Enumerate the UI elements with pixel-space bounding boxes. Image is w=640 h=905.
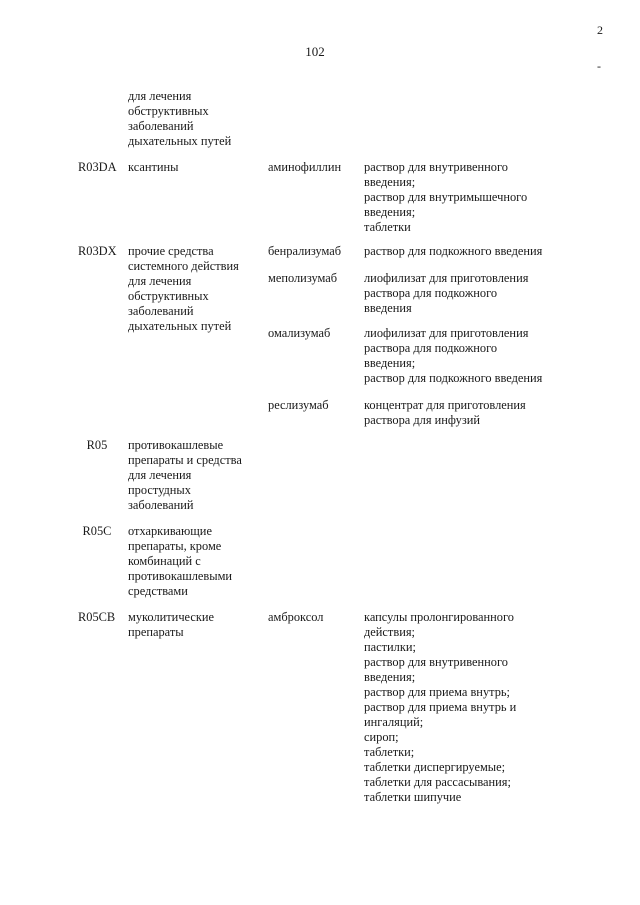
drug-name: амброксол: [268, 610, 324, 624]
dosage-forms: [364, 610, 564, 805]
drug-name: реслизумаб: [268, 398, 329, 412]
group-name-line: для лечения: [128, 89, 192, 103]
group-name-line: простудных: [128, 483, 191, 497]
dosage-form: таблетки: [364, 220, 411, 234]
dosage-form: таблетки для рассасывания;: [364, 775, 511, 789]
group-name-line: препараты и средства: [128, 453, 242, 467]
group-name-line: прочие средства: [128, 244, 214, 258]
drug-name: омализумаб: [268, 326, 331, 340]
dosage-form: ингаляций;: [364, 715, 424, 729]
group-name-line: препараты, кроме: [128, 539, 222, 553]
atc-code: R05: [86, 438, 108, 452]
drug-name: бенрализумаб: [268, 244, 342, 258]
group-name-line: заболеваний: [128, 119, 194, 133]
dosage-form: действия;: [364, 625, 415, 639]
page-number: 102: [305, 44, 325, 59]
dosage-form: введения;: [364, 205, 416, 219]
dosage-form: введения;: [364, 356, 416, 370]
dosage-forms: [364, 326, 564, 386]
group-name-line: заболеваний: [128, 498, 194, 512]
dosage-form: введения;: [364, 175, 416, 189]
dosage-form: капсулы пролонгированного: [364, 610, 514, 624]
dosage-form: раствора для инфузий: [364, 413, 480, 427]
group-name-line: дыхательных путей: [128, 319, 232, 333]
group-name: [128, 524, 260, 599]
dosage-form: раствор для приема внутрь;: [364, 685, 510, 699]
dosage-form: раствор для внутривенного: [364, 655, 508, 669]
corner-mark: 2: [597, 23, 603, 37]
dosage-form: раствор для внутривенного: [364, 160, 508, 174]
group-name: [128, 610, 260, 640]
dosage-form: таблетки диспергируемые;: [364, 760, 506, 774]
drug-name: аминофиллин: [268, 160, 342, 174]
group-name-line: дыхательных путей: [128, 134, 232, 148]
atc-code: R05CB: [78, 610, 116, 624]
dosage-forms: [364, 244, 564, 259]
group-name-line: средствами: [128, 584, 188, 598]
dosage-form: раствор для внутримышечного: [364, 190, 528, 204]
group-name-line: комбинаций с: [128, 554, 201, 568]
dosage-form: таблетки шипучие: [364, 790, 462, 804]
dosage-forms: [364, 271, 564, 316]
group-name: [128, 89, 260, 149]
group-name-line: отхаркивающие: [128, 524, 212, 538]
group-name-line: системного действия: [128, 259, 239, 273]
dosage-form: введения: [364, 301, 412, 315]
drug-name: меполизумаб: [268, 271, 338, 285]
dosage-form: раствора для подкожного: [364, 341, 498, 355]
atc-code: R03DA: [78, 160, 117, 174]
group-name: [128, 160, 260, 175]
group-name: [128, 438, 260, 513]
dosage-form: пастилки;: [364, 640, 416, 654]
corner-mark: -: [597, 59, 601, 73]
group-name-line: противокашлевыми: [128, 569, 233, 583]
dosage-form: лиофилизат для приготовления: [364, 326, 529, 340]
dosage-form: концентрат для приготовления: [364, 398, 526, 412]
dosage-form: раствор для подкожного введения: [364, 371, 543, 385]
dosage-form: лиофилизат для приготовления: [364, 271, 529, 285]
group-name-line: обструктивных: [128, 289, 209, 303]
dosage-forms: [364, 160, 564, 235]
group-name-line: для лечения: [128, 274, 192, 288]
dosage-forms: [364, 398, 564, 428]
dosage-form: раствора для подкожного: [364, 286, 498, 300]
group-name-line: препараты: [128, 625, 184, 639]
dosage-form: раствор для приема внутрь и: [364, 700, 517, 714]
dosage-form: сироп;: [364, 730, 399, 744]
dosage-form: раствор для подкожного введения: [364, 244, 543, 258]
group-name-line: ксантины: [128, 160, 179, 174]
atc-code: R05C: [82, 524, 112, 538]
group-name-line: муколитические: [128, 610, 215, 624]
group-name: [128, 244, 260, 334]
atc-code: R03DX: [78, 244, 117, 258]
dosage-form: введения;: [364, 670, 416, 684]
group-name-line: обструктивных: [128, 104, 209, 118]
group-name-line: для лечения: [128, 468, 192, 482]
group-name-line: заболеваний: [128, 304, 194, 318]
dosage-form: таблетки;: [364, 745, 415, 759]
group-name-line: противокашлевые: [128, 438, 224, 452]
